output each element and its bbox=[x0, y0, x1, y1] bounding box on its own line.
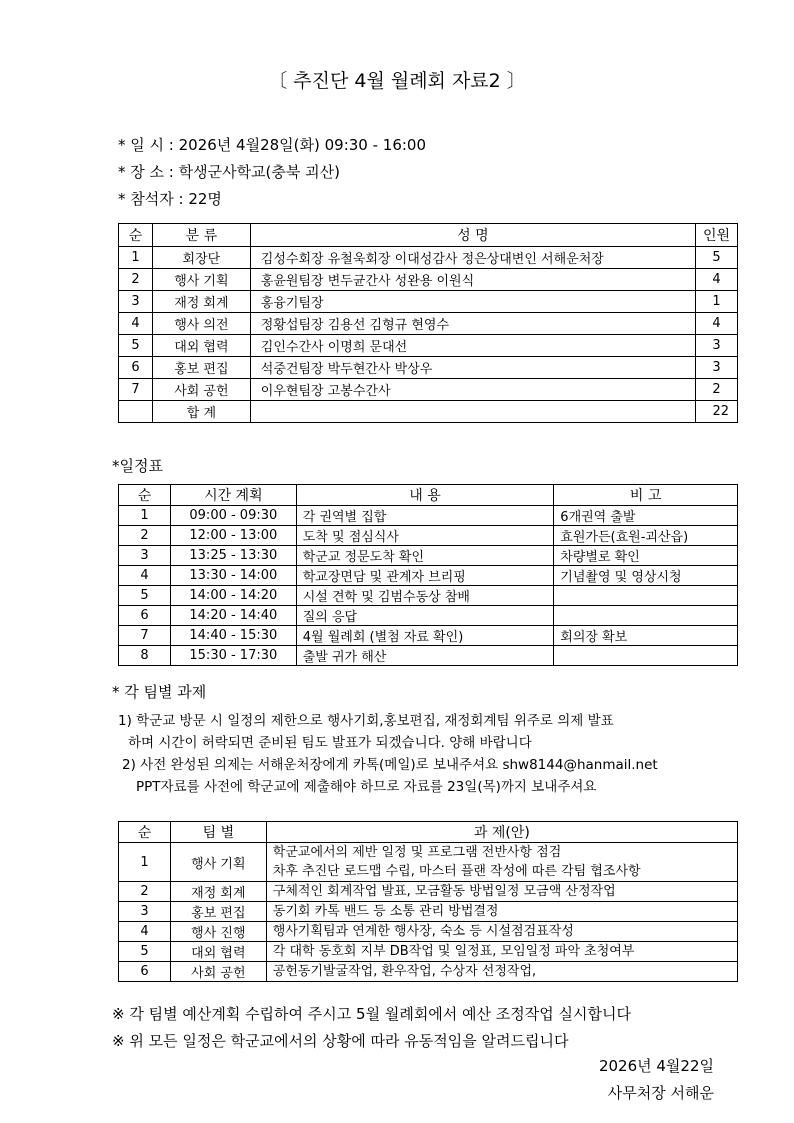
header-category: 분 류 bbox=[152, 224, 250, 247]
row-category: 홍보 편집 bbox=[152, 357, 250, 379]
meeting-place: * 장 소 : 학생군사학교(충북 괴산) bbox=[118, 163, 340, 181]
header-no: 순 bbox=[119, 485, 171, 506]
row-category: 사회 공헌 bbox=[152, 379, 250, 401]
row-note: 효원가든(효원-괴산읍) bbox=[554, 526, 738, 546]
row-time: 13:25 - 13:30 bbox=[170, 546, 296, 566]
row-time: 14:40 - 15:30 bbox=[170, 626, 296, 646]
table-row bbox=[119, 646, 738, 666]
row-category: 재정 회계 bbox=[152, 291, 250, 313]
row-time: 14:20 - 14:40 bbox=[170, 606, 296, 626]
table-header-row bbox=[119, 485, 738, 506]
row-no: 2 bbox=[119, 269, 153, 291]
table-header-row bbox=[119, 822, 738, 843]
task-line: 구체적인 회계작업 발표, 모금활동 방법일정 모금액 산정작업 bbox=[272, 884, 616, 899]
header-team: 팀 별 bbox=[170, 822, 266, 843]
signature-name: 사무처장 서해운 bbox=[607, 1084, 714, 1102]
row-category: 회장단 bbox=[152, 247, 250, 269]
row-count: 4 bbox=[696, 313, 738, 335]
row-task bbox=[266, 962, 737, 982]
table-row bbox=[119, 606, 738, 626]
row-team: 홍보 편집 bbox=[170, 902, 266, 922]
table-row bbox=[119, 586, 738, 606]
header-names: 성 명 bbox=[250, 224, 695, 247]
table-row bbox=[119, 313, 738, 335]
row-time: 12:00 - 13:00 bbox=[170, 526, 296, 546]
table-row bbox=[119, 526, 738, 546]
row-names: 김인수간사 이명희 문대선 bbox=[250, 335, 695, 357]
table-header-row bbox=[119, 224, 738, 247]
row-note bbox=[554, 646, 738, 666]
row-names: 김성수회장 유철욱회장 이대성감사 정은상대변인 서해운처장 bbox=[250, 247, 695, 269]
table-row bbox=[119, 843, 738, 882]
row-team: 사회 공헌 bbox=[170, 962, 266, 982]
table-row bbox=[119, 922, 738, 942]
row-content: 학군교 정문도착 확인 bbox=[296, 546, 554, 566]
table-row bbox=[119, 546, 738, 566]
row-note: 차량별로 확인 bbox=[554, 546, 738, 566]
row-time: 09:00 - 09:30 bbox=[170, 506, 296, 526]
row-no: 2 bbox=[119, 882, 171, 902]
row-content: 각 권역별 집합 bbox=[296, 506, 554, 526]
tasks-paragraph-1b: 하며 시간이 허락되면 준비된 팀도 발표가 되겠습니다. 양해 바랍니다 bbox=[128, 735, 532, 751]
row-content: 학교장면담 및 관계자 브리핑 bbox=[296, 566, 554, 586]
row-time: 15:30 - 17:30 bbox=[170, 646, 296, 666]
schedule-heading: *일정표 bbox=[112, 457, 163, 475]
row-team: 행사 기획 bbox=[170, 843, 266, 882]
note-schedule: ※ 위 모든 일정은 학군교에서의 상황에 따라 유동적임을 알려드립니다 bbox=[112, 1032, 569, 1050]
task-line: 학군교에서의 제반 일정 및 프로그램 전반사항 점검 bbox=[272, 845, 562, 860]
task-line: 차후 추진단 로드맵 수립, 마스터 플랜 작성에 따른 각팀 협조사항 bbox=[272, 864, 641, 879]
row-no: 1 bbox=[119, 843, 171, 882]
row-names: 홍융기팀장 bbox=[250, 291, 695, 313]
table-row bbox=[119, 566, 738, 586]
header-task: 과 제(안) bbox=[266, 822, 737, 843]
row-content: 4월 월례회 (별첨 자료 확인) bbox=[296, 626, 554, 646]
schedule-table bbox=[118, 484, 738, 666]
tasks-paragraph-1a: 1) 학군교 방문 시 일정의 제한으로 행사기회,홍보편집, 재정회계팀 위주로 의제 발표 bbox=[118, 713, 614, 729]
tasks-paragraph-2a: 2) 사전 완성된 의제는 서해운처장에게 카톡(메일)로 보내주셔요 shw8144@hanmail.net bbox=[122, 757, 658, 773]
row-no: 6 bbox=[119, 962, 171, 982]
row-no: 1 bbox=[119, 247, 153, 269]
total-blank bbox=[250, 401, 695, 423]
row-note: 회의장 확보 bbox=[554, 626, 738, 646]
total-row bbox=[119, 401, 738, 423]
task-line: 동기회 카톡 밴드 등 소통 관리 방법결정 bbox=[272, 904, 499, 919]
row-no: 3 bbox=[119, 546, 171, 566]
row-no: 7 bbox=[119, 379, 153, 401]
task-line: 각 대학 동호회 지부 DB작업 및 일정표, 모임일정 파악 초청여부 bbox=[272, 944, 635, 959]
row-names: 정황섭팀장 김용선 김형규 현영수 bbox=[250, 313, 695, 335]
row-no: 6 bbox=[119, 357, 153, 379]
tasks-heading: * 각 팀별 과제 bbox=[112, 683, 207, 701]
tasks-table bbox=[118, 821, 738, 982]
row-team: 행사 진행 bbox=[170, 922, 266, 942]
row-no: 4 bbox=[119, 922, 171, 942]
row-count: 1 bbox=[696, 291, 738, 313]
row-task bbox=[266, 843, 737, 882]
row-no: 5 bbox=[119, 335, 153, 357]
row-no: 4 bbox=[119, 313, 153, 335]
table-row bbox=[119, 291, 738, 313]
total-count: 22 bbox=[696, 401, 738, 423]
header-no: 순 bbox=[119, 224, 153, 247]
row-no: 1 bbox=[119, 506, 171, 526]
header-content: 내 용 bbox=[296, 485, 554, 506]
header-time: 시간 계획 bbox=[170, 485, 296, 506]
task-line: 공헌동기발굴작업, 환우작업, 수상자 선정작업, bbox=[272, 964, 537, 979]
row-content: 도착 및 점심식사 bbox=[296, 526, 554, 546]
table-row bbox=[119, 942, 738, 962]
row-team: 대외 협력 bbox=[170, 942, 266, 962]
table-row bbox=[119, 506, 738, 526]
total-blank bbox=[119, 401, 153, 423]
table-row bbox=[119, 335, 738, 357]
meeting-date: * 일 시 : 2026년 4월28일(화) 09:30 - 16:00 bbox=[118, 136, 427, 154]
table-row bbox=[119, 902, 738, 922]
table-row bbox=[119, 379, 738, 401]
table-row bbox=[119, 357, 738, 379]
row-content: 시설 견학 및 김범수동상 참배 bbox=[296, 586, 554, 606]
row-count: 5 bbox=[696, 247, 738, 269]
page-title: 〔 추진단 4월 월례회 자료2 〕 bbox=[268, 70, 526, 92]
row-task bbox=[266, 902, 737, 922]
row-no: 5 bbox=[119, 586, 171, 606]
row-task bbox=[266, 882, 737, 902]
row-category: 행사 기획 bbox=[152, 269, 250, 291]
row-note bbox=[554, 606, 738, 626]
row-time: 13:30 - 14:00 bbox=[170, 566, 296, 586]
row-no: 4 bbox=[119, 566, 171, 586]
row-content: 출발 귀가 해산 bbox=[296, 646, 554, 666]
task-line: 행사기획팀과 연계한 행사장, 숙소 등 시설점검표작성 bbox=[272, 924, 574, 939]
row-content: 질의 응답 bbox=[296, 606, 554, 626]
header-note: 비 고 bbox=[554, 485, 738, 506]
table-row bbox=[119, 269, 738, 291]
header-no: 순 bbox=[119, 822, 171, 843]
row-task bbox=[266, 922, 737, 942]
row-no: 6 bbox=[119, 606, 171, 626]
table-row bbox=[119, 882, 738, 902]
table-row bbox=[119, 626, 738, 646]
row-no: 8 bbox=[119, 646, 171, 666]
row-count: 3 bbox=[696, 335, 738, 357]
row-no: 5 bbox=[119, 942, 171, 962]
row-note bbox=[554, 586, 738, 606]
row-no: 3 bbox=[119, 902, 171, 922]
signature-date: 2026년 4월22일 bbox=[598, 1057, 714, 1075]
row-no: 3 bbox=[119, 291, 153, 313]
table-row bbox=[119, 247, 738, 269]
row-names: 홍윤원팀장 변두균간사 성완용 이원식 bbox=[250, 269, 695, 291]
row-count: 3 bbox=[696, 357, 738, 379]
row-category: 행사 의전 bbox=[152, 313, 250, 335]
meeting-attendees: * 참석자 : 22명 bbox=[118, 190, 222, 208]
header-count: 인원 bbox=[696, 224, 738, 247]
row-names: 이우현팀장 고봉수간사 bbox=[250, 379, 695, 401]
row-count: 4 bbox=[696, 269, 738, 291]
row-category: 대외 협력 bbox=[152, 335, 250, 357]
total-label: 합 계 bbox=[152, 401, 250, 423]
row-note: 6개권역 출발 bbox=[554, 506, 738, 526]
attendance-table bbox=[118, 223, 738, 423]
row-count: 2 bbox=[696, 379, 738, 401]
row-no: 7 bbox=[119, 626, 171, 646]
row-task bbox=[266, 942, 737, 962]
row-names: 석중건팀장 박두현간사 박상우 bbox=[250, 357, 695, 379]
table-row bbox=[119, 962, 738, 982]
row-note: 기념촬영 및 영상시청 bbox=[554, 566, 738, 586]
row-time: 14:00 - 14:20 bbox=[170, 586, 296, 606]
row-no: 2 bbox=[119, 526, 171, 546]
row-team: 재정 회계 bbox=[170, 882, 266, 902]
tasks-paragraph-2b: PPT자료를 사전에 학군교에 제출해야 하므로 자료를 23일(목)까지 보내주셔요 bbox=[136, 779, 597, 795]
note-budget: ※ 각 팀별 예산계획 수립하여 주시고 5월 월례회에서 예산 조정작업 실시합니다 bbox=[112, 1005, 631, 1023]
